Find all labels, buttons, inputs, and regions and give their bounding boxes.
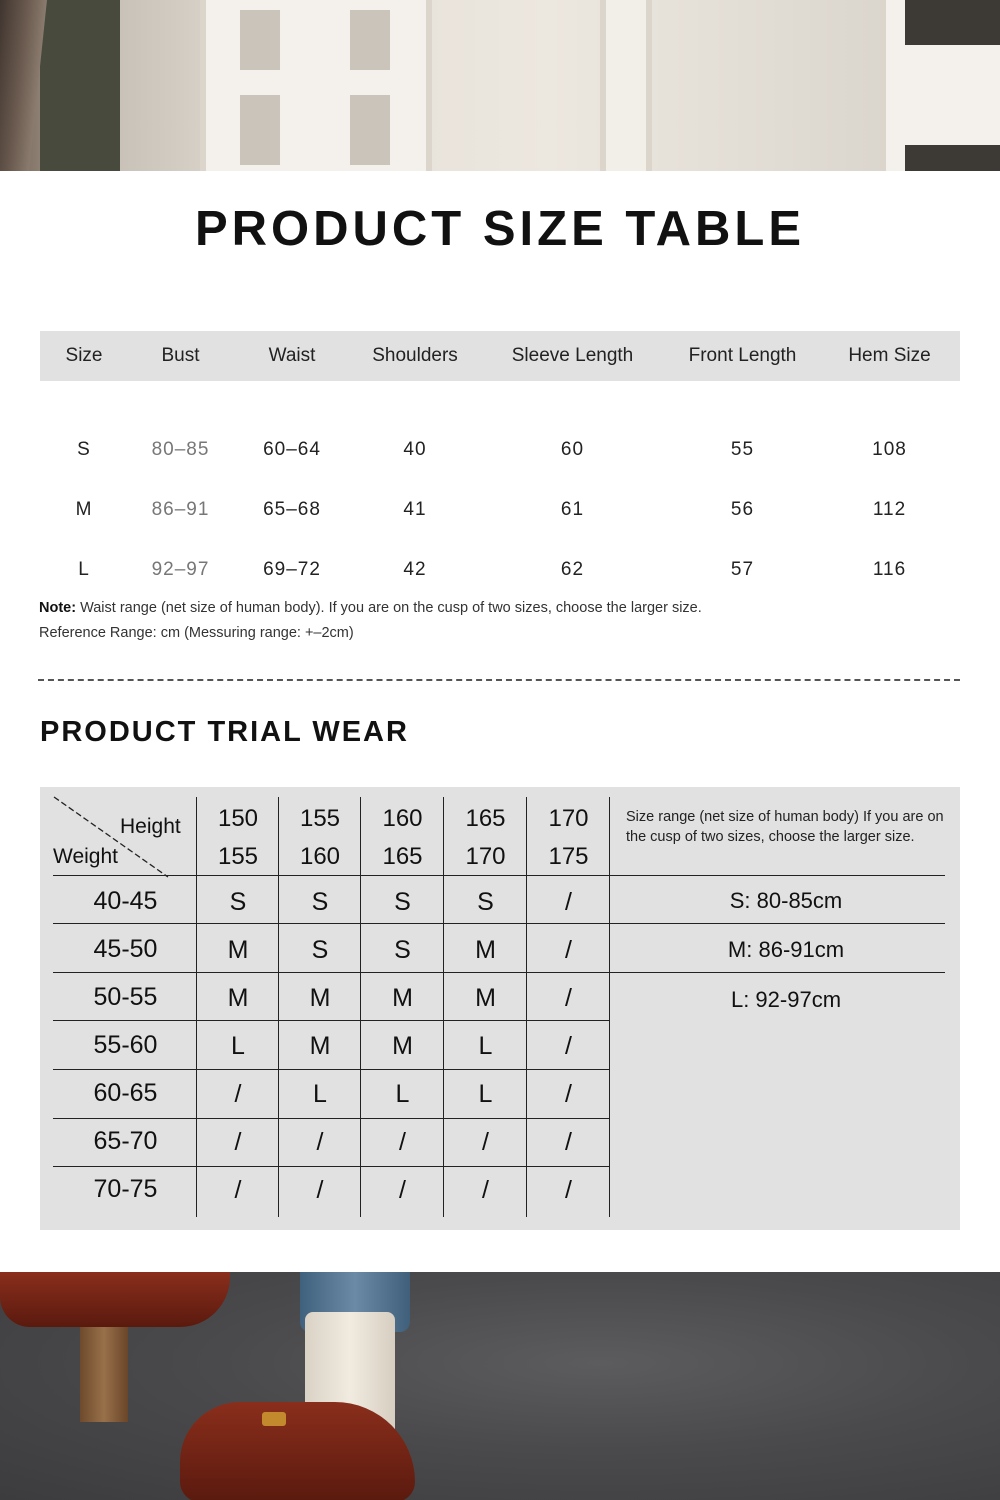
- size-cell: /: [565, 888, 572, 916]
- table-row: [40, 480, 960, 540]
- size-cell: /: [234, 1080, 242, 1108]
- size-cell: /: [565, 1128, 572, 1156]
- size-note: [39, 596, 702, 646]
- size-cell: M: [227, 936, 249, 964]
- page-title: PRODUCT SIZE TABLE: [194, 202, 806, 256]
- cell-front-length: 57: [730, 559, 755, 580]
- size-cell: L: [231, 1032, 245, 1060]
- cell-size: L: [78, 559, 90, 580]
- size-cell: S: [394, 936, 411, 964]
- weight-label: 50-55: [93, 983, 158, 1011]
- height-header: 150 155: [217, 805, 259, 870]
- header-waist: Waist: [233, 331, 351, 381]
- header-bust: Bust: [128, 331, 233, 381]
- range-s: S: 80-85cm: [729, 888, 843, 913]
- size-table-header-row: [40, 331, 960, 381]
- cell-shoulders: 40: [403, 439, 427, 460]
- weight-label: 55-60: [93, 1031, 158, 1059]
- size-cell: S: [311, 936, 329, 964]
- cell-front-length: 55: [730, 439, 755, 460]
- size-cell: M: [392, 984, 413, 1012]
- size-cell: /: [399, 1176, 406, 1204]
- trial-wear-table: [40, 787, 960, 1230]
- size-cell: L: [478, 1032, 493, 1060]
- weight-label: 65-70: [93, 1127, 158, 1155]
- header-hem-size: Hem Size: [819, 331, 960, 381]
- cell-bust: 92–97: [151, 559, 210, 580]
- cell-shoulders: 42: [403, 559, 427, 580]
- size-range-note: Size range (net size of human body) If you are on the cusp of two sizes, choose the larger size.: [626, 809, 944, 845]
- cell-sleeve-length: 61: [560, 499, 585, 520]
- size-cell: S: [311, 888, 329, 916]
- top-photo: [0, 0, 1000, 171]
- table-row: [40, 381, 960, 480]
- size-cell: /: [565, 1080, 572, 1108]
- trial-wear-title: PRODUCT TRIAL WEAR: [40, 716, 409, 748]
- header-size: Size: [40, 331, 128, 381]
- size-cell: L: [395, 1080, 410, 1108]
- cell-waist: 60–64: [263, 439, 321, 460]
- note-label: Note:: [39, 600, 77, 616]
- size-cell: L: [478, 1080, 493, 1108]
- header-sleeve-length: Sleeve Length: [479, 331, 666, 381]
- size-cell: /: [234, 1128, 242, 1156]
- size-cell: /: [399, 1128, 406, 1156]
- cell-front-length: 56: [730, 499, 755, 520]
- header-front-length: Front Length: [666, 331, 819, 381]
- cell-sleeve-length: 62: [560, 559, 585, 580]
- cell-shoulders: 41: [403, 499, 427, 520]
- size-cell: M: [227, 984, 249, 1012]
- height-header: 170 175: [548, 805, 589, 870]
- size-cell: /: [565, 1176, 572, 1204]
- weight-label: 60-65: [93, 1079, 158, 1107]
- size-cell: /: [565, 936, 572, 964]
- cell-waist: 65–68: [263, 499, 321, 520]
- size-table: [40, 331, 960, 600]
- header-shoulders: Shoulders: [351, 331, 479, 381]
- cell-hem-size: 116: [872, 559, 907, 580]
- weight-label: 40-45: [93, 887, 158, 915]
- size-cell: S: [477, 888, 494, 916]
- size-cell: /: [482, 1128, 489, 1156]
- cell-size: M: [75, 499, 93, 520]
- size-cell: M: [309, 984, 331, 1012]
- reference-range: Reference Range: cm (Messuring range: +–2cm): [39, 625, 354, 641]
- note-text: Waist range (net size of human body). If you are on the cusp of two sizes, choose the larger size.: [76, 600, 702, 616]
- table-row: [40, 540, 960, 600]
- height-header: 160 165: [382, 805, 423, 870]
- cell-bust: 80–85: [151, 439, 210, 460]
- section-divider: [38, 679, 960, 681]
- size-cell: M: [309, 1032, 331, 1060]
- size-cell: /: [316, 1128, 324, 1156]
- cell-hem-size: 112: [872, 499, 907, 520]
- size-cell: /: [316, 1176, 324, 1204]
- cell-sleeve-length: 60: [560, 439, 585, 460]
- size-cell: L: [313, 1080, 327, 1108]
- weight-label: 70-75: [93, 1175, 158, 1203]
- cell-waist: 69–72: [263, 559, 321, 580]
- size-cell: S: [394, 888, 411, 916]
- height-header: 155 160: [299, 805, 341, 870]
- range-m: M: 86-91cm: [727, 937, 845, 962]
- size-cell: M: [475, 936, 496, 964]
- size-cell: M: [475, 984, 496, 1012]
- cell-bust: 86–91: [151, 499, 210, 520]
- size-cell: /: [482, 1176, 489, 1204]
- weight-label: 45-50: [93, 935, 158, 963]
- bottom-photo: [0, 1272, 1000, 1500]
- cell-hem-size: 108: [872, 439, 907, 460]
- corner-weight-label: Weight: [53, 845, 118, 868]
- range-l: L: 92-97cm: [730, 987, 842, 1012]
- size-cell: S: [229, 888, 247, 916]
- height-header: 165 170: [465, 805, 506, 870]
- size-cell: /: [234, 1176, 242, 1204]
- size-cell: M: [392, 1032, 413, 1060]
- corner-height-label: Height: [120, 815, 181, 838]
- size-cell: /: [565, 984, 572, 1012]
- size-cell: /: [565, 1032, 572, 1060]
- cell-size: S: [77, 439, 91, 460]
